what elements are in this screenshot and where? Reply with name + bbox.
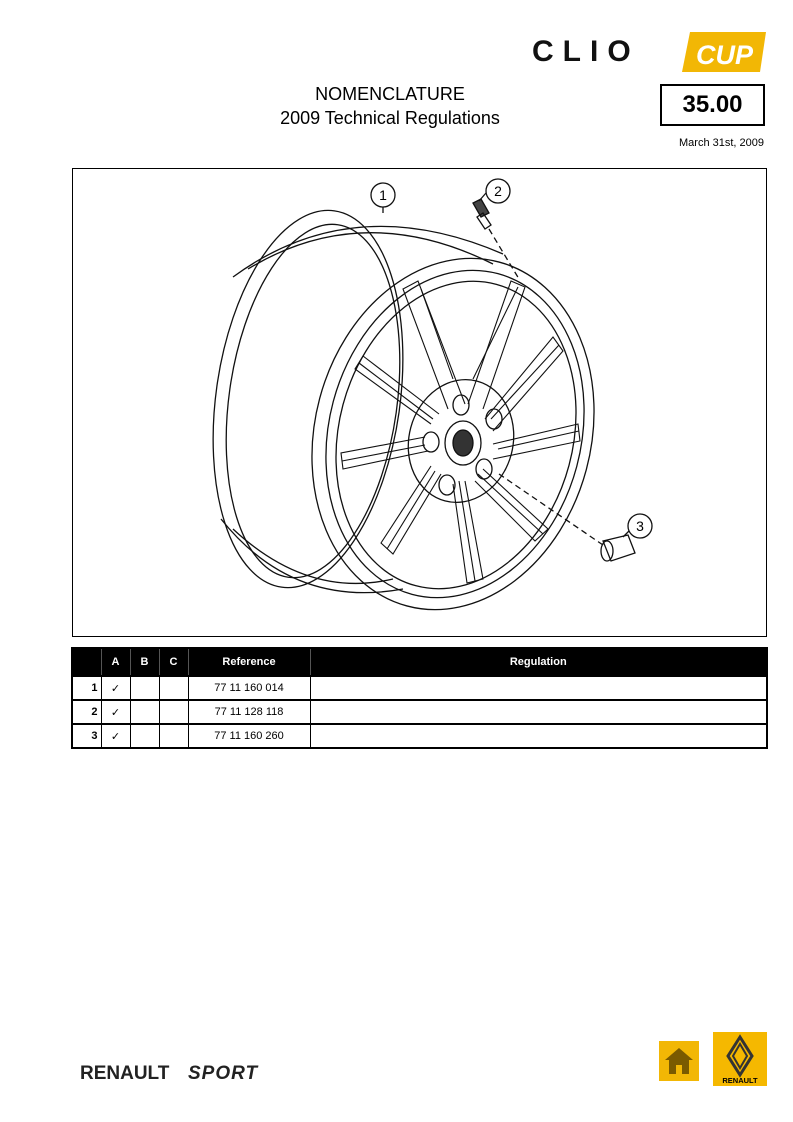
- document-title: [230, 82, 550, 130]
- reference-cell: 77 11 128 118: [188, 700, 310, 724]
- svg-text:RENAULT: RENAULT: [722, 1076, 758, 1085]
- header-c: C: [159, 648, 188, 676]
- col-b: [130, 724, 159, 748]
- col-b: [130, 700, 159, 724]
- header-b: B: [130, 648, 159, 676]
- svg-text:RENAULT: RENAULT: [80, 1063, 170, 1084]
- callout-3: [623, 514, 652, 538]
- regulation-cell: [310, 700, 767, 724]
- clio-cup-logo: [530, 28, 766, 76]
- title-line-1: NOMENCLATURE: [315, 84, 465, 104]
- header-regulation: Regulation: [310, 648, 767, 676]
- callout-3-label: 3: [636, 518, 644, 534]
- svg-text:SPORT: SPORT: [188, 1063, 259, 1084]
- regulation-cell: [310, 724, 767, 748]
- table-header-row: [72, 648, 767, 676]
- valve-part: [473, 199, 519, 279]
- row-number: 1: [72, 676, 101, 700]
- table-row: [72, 724, 767, 748]
- col-a-check: ✓: [101, 676, 130, 700]
- svg-text:CUP: CUP: [696, 40, 754, 70]
- revision-date: March 31st, 2009: [679, 137, 764, 149]
- renault-logo: [713, 1032, 767, 1086]
- callout-2: [479, 179, 510, 203]
- row-number: 3: [72, 724, 101, 748]
- callout-1: [371, 183, 395, 213]
- title-line-2: 2009 Technical Regulations: [280, 108, 500, 128]
- home-button[interactable]: [659, 1041, 699, 1081]
- svg-text:CLIO: CLIO: [532, 35, 640, 68]
- page-number-box: [660, 84, 765, 126]
- renault-sport-logo: [80, 1058, 290, 1086]
- header-num: [72, 648, 101, 676]
- col-c: [159, 724, 188, 748]
- row-number: 2: [72, 700, 101, 724]
- header-reference: Reference: [188, 648, 310, 676]
- header-a: A: [101, 648, 130, 676]
- col-c: [159, 676, 188, 700]
- reference-cell: 77 11 160 014: [188, 676, 310, 700]
- reference-cell: 77 11 160 260: [188, 724, 310, 748]
- callout-2-label: 2: [494, 183, 502, 199]
- table-row: [72, 676, 767, 700]
- nomenclature-table: [71, 647, 768, 749]
- table-row: [72, 700, 767, 724]
- col-a-check: ✓: [101, 700, 130, 724]
- callout-1-label: 1: [379, 187, 387, 203]
- col-a-check: ✓: [101, 724, 130, 748]
- rim-back-edge: [190, 198, 425, 600]
- col-b: [130, 676, 159, 700]
- regulation-cell: [310, 676, 767, 700]
- wheel-drawing-frame: [72, 168, 767, 637]
- col-c: [159, 700, 188, 724]
- page-number: 35.00: [682, 91, 743, 118]
- wheel-drawing: [73, 169, 767, 637]
